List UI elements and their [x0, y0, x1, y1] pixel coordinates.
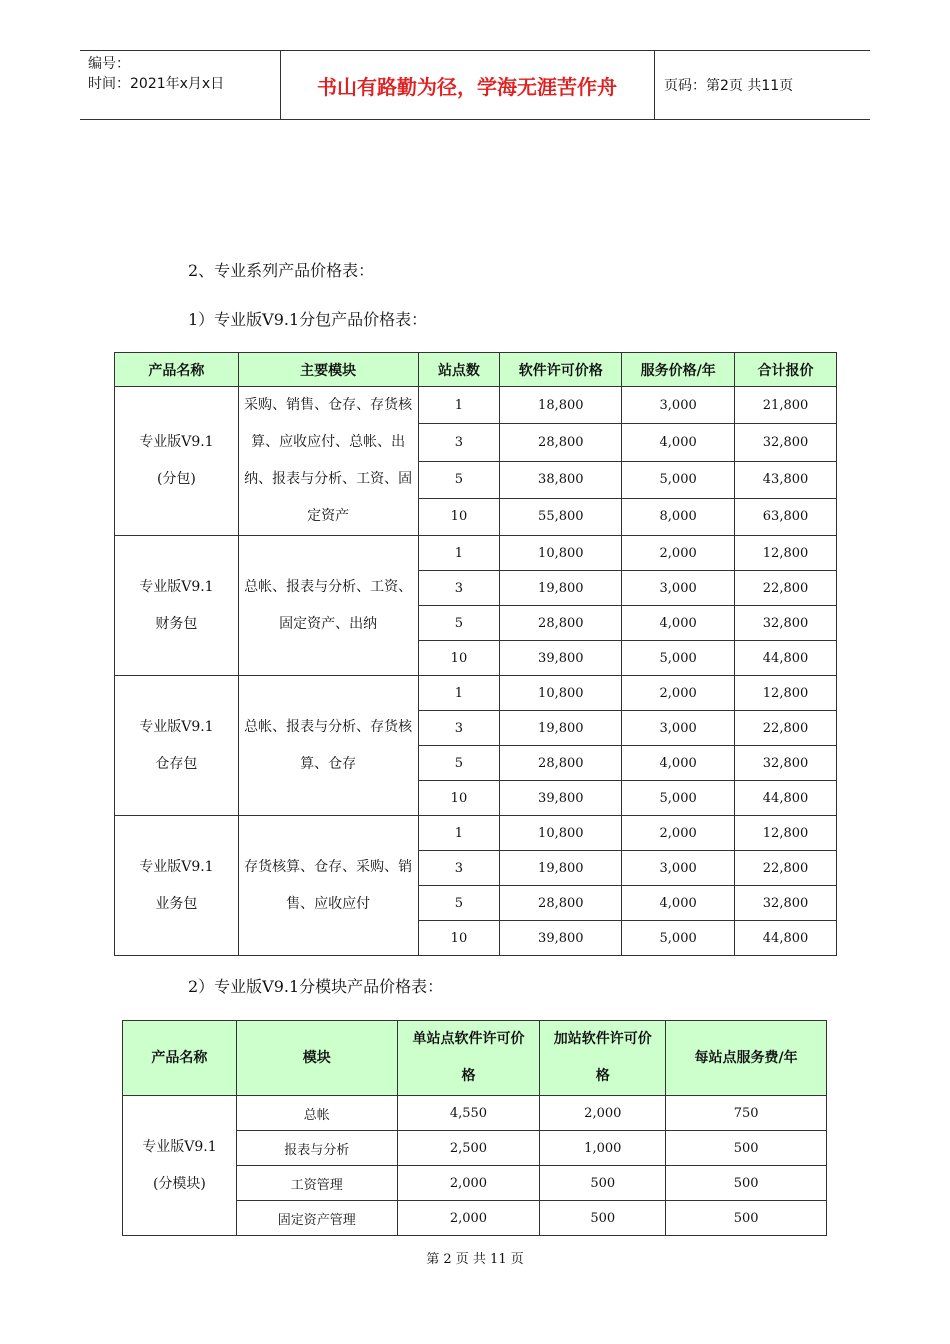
total-price-cell: 44,800	[735, 641, 837, 676]
col-header-service-price: 服务价格/年	[622, 353, 735, 387]
product-name-line2: 财务包	[155, 615, 198, 632]
service-price-cell: 4,000	[622, 424, 735, 461]
service-price-cell: 2,000	[622, 676, 735, 711]
header-motto: 书山有路勤为径，学海无涯苦作舟	[280, 51, 655, 119]
service-price-cell: 2,000	[622, 816, 735, 851]
product-name-line1: 专业版V9.1	[139, 434, 214, 450]
total-price-cell: 43,800	[735, 461, 837, 498]
license-price-cell: 10,800	[500, 676, 622, 711]
module-price-table	[122, 1020, 827, 1236]
col-header-per-site-service-fee: 每站点服务费/年	[666, 1021, 827, 1096]
service-price-cell: 4,000	[622, 606, 735, 641]
page-header	[80, 50, 870, 120]
col-header-additional-site-license: 加站软件许可价格	[540, 1021, 666, 1096]
service-price-cell: 3,000	[622, 711, 735, 746]
package-price-table	[114, 352, 837, 956]
service-fee-cell: 500	[666, 1131, 827, 1166]
license-price-cell: 10,800	[500, 536, 622, 571]
document-number-label: 编号：	[88, 56, 130, 72]
service-price-cell: 4,000	[622, 886, 735, 921]
total-price-cell: 44,800	[735, 921, 837, 956]
product-name-line1: 专业版V9.1	[139, 858, 214, 875]
module-price-title: 2）专业版V9.1分模块产品价格表：	[188, 977, 444, 996]
service-fee-cell: 750	[666, 1096, 827, 1131]
service-price-cell: 2,000	[622, 536, 735, 571]
license-price-cell: 19,800	[500, 711, 622, 746]
col-header-license-price: 软件许可价格	[500, 353, 622, 387]
col-header-product-name: 产品名称	[123, 1021, 237, 1096]
site-count-cell: 3	[418, 424, 500, 461]
total-price-cell: 32,800	[735, 606, 837, 641]
service-price-cell: 3,000	[622, 571, 735, 606]
total-price-cell: 22,800	[735, 851, 837, 886]
total-price-cell: 21,800	[735, 387, 837, 424]
license-price-cell: 28,800	[500, 424, 622, 461]
main-modules-cell: 总帐、报表与分析、存货核算、仓存	[238, 676, 418, 816]
col-header-product-name: 产品名称	[115, 353, 239, 387]
product-name-cell	[115, 536, 239, 676]
main-modules-cell: 总帐、报表与分析、工资、固定资产、出纳	[238, 536, 418, 676]
additional-site-license-cell: 1,000	[540, 1131, 666, 1166]
site-count-cell: 5	[418, 746, 500, 781]
product-name-line2: (分包)	[156, 471, 196, 487]
col-header-single-site-license: 单站点软件许可价格	[397, 1021, 540, 1096]
license-price-cell: 28,800	[500, 606, 622, 641]
col-header-total-price: 合计报价	[735, 353, 837, 387]
product-name-line2: 仓存包	[155, 755, 198, 772]
site-count-cell: 3	[418, 851, 500, 886]
service-price-cell: 4,000	[622, 746, 735, 781]
license-price-cell: 39,800	[500, 641, 622, 676]
additional-site-license-cell: 2,000	[540, 1096, 666, 1131]
col-header-main-modules: 主要模块	[238, 353, 418, 387]
table-row	[115, 387, 837, 424]
license-price-cell: 28,800	[500, 746, 622, 781]
product-name-cell	[115, 676, 239, 816]
site-count-cell: 5	[418, 606, 500, 641]
service-price-cell: 3,000	[622, 387, 735, 424]
site-count-cell: 1	[418, 816, 500, 851]
additional-site-license-cell: 500	[540, 1201, 666, 1236]
service-price-cell: 8,000	[622, 498, 735, 535]
site-count-cell: 1	[418, 536, 500, 571]
series-price-title: 2、专业系列产品价格表：	[188, 261, 375, 280]
site-count-cell: 3	[418, 711, 500, 746]
service-price-cell: 3,000	[622, 851, 735, 886]
product-name-cell	[123, 1096, 237, 1236]
product-name-cell	[115, 387, 239, 536]
document-time-label: 时间：2021年x月x日	[88, 76, 225, 92]
module-cell: 总帐	[236, 1096, 397, 1131]
total-price-cell: 22,800	[735, 711, 837, 746]
total-price-cell: 12,800	[735, 536, 837, 571]
main-modules-cell: 采购、销售、仓存、存货核算、应收应付、总帐、出纳、报表与分析、工资、固定资产	[238, 387, 418, 536]
license-price-cell: 10,800	[500, 816, 622, 851]
license-price-cell: 55,800	[500, 498, 622, 535]
product-name-line2: 业务包	[155, 895, 198, 912]
table-row	[115, 816, 837, 851]
col-header-module: 模块	[236, 1021, 397, 1096]
product-name-line1: 专业版V9.1	[139, 718, 214, 735]
product-name-line2: (分模块)	[152, 1175, 206, 1192]
total-price-cell: 32,800	[735, 424, 837, 461]
site-count-cell: 1	[418, 387, 500, 424]
site-count-cell: 10	[418, 641, 500, 676]
service-price-cell: 5,000	[622, 921, 735, 956]
module-cell: 报表与分析	[236, 1131, 397, 1166]
site-count-cell: 10	[418, 781, 500, 816]
total-price-cell: 63,800	[735, 498, 837, 535]
total-price-cell: 12,800	[735, 816, 837, 851]
license-price-cell: 38,800	[500, 461, 622, 498]
total-price-cell: 12,800	[735, 676, 837, 711]
license-price-cell: 39,800	[500, 781, 622, 816]
product-name-line1: 专业版V9.1	[142, 1138, 217, 1155]
header-meta	[80, 51, 281, 119]
site-count-cell: 5	[418, 461, 500, 498]
product-name-cell	[115, 816, 239, 956]
package-price-title: 1）专业版V9.1分包产品价格表：	[188, 310, 428, 329]
site-count-cell: 10	[418, 498, 500, 535]
module-cell: 工资管理	[236, 1166, 397, 1201]
header-page-label: 页码：第2页 共11页	[664, 78, 794, 94]
table-row	[115, 536, 837, 571]
main-modules-cell: 存货核算、仓存、采购、销售、应收应付	[238, 816, 418, 956]
license-price-cell: 39,800	[500, 921, 622, 956]
page-footer: 第 2 页 共 11 页	[426, 1252, 524, 1267]
module-cell: 固定资产管理	[236, 1201, 397, 1236]
single-site-license-cell: 4,550	[397, 1096, 540, 1131]
license-price-cell: 19,800	[500, 851, 622, 886]
single-site-license-cell: 2,000	[397, 1166, 540, 1201]
total-price-cell: 44,800	[735, 781, 837, 816]
additional-site-license-cell: 500	[540, 1166, 666, 1201]
license-price-cell: 18,800	[500, 387, 622, 424]
license-price-cell: 28,800	[500, 886, 622, 921]
service-fee-cell: 500	[666, 1201, 827, 1236]
license-price-cell: 19,800	[500, 571, 622, 606]
table-header-row	[123, 1021, 827, 1096]
total-price-cell: 22,800	[735, 571, 837, 606]
site-count-cell: 5	[418, 886, 500, 921]
table-header-row	[115, 353, 837, 387]
total-price-cell: 32,800	[735, 746, 837, 781]
total-price-cell: 32,800	[735, 886, 837, 921]
service-price-cell: 5,000	[622, 641, 735, 676]
site-count-cell: 3	[418, 571, 500, 606]
product-name-line1: 专业版V9.1	[139, 578, 214, 595]
service-price-cell: 5,000	[622, 781, 735, 816]
site-count-cell: 1	[418, 676, 500, 711]
service-fee-cell: 500	[666, 1166, 827, 1201]
col-header-site-count: 站点数	[418, 353, 500, 387]
single-site-license-cell: 2,500	[397, 1131, 540, 1166]
service-price-cell: 5,000	[622, 461, 735, 498]
single-site-license-cell: 2,000	[397, 1201, 540, 1236]
site-count-cell: 10	[418, 921, 500, 956]
table-row	[123, 1096, 827, 1131]
table-row	[115, 676, 837, 711]
